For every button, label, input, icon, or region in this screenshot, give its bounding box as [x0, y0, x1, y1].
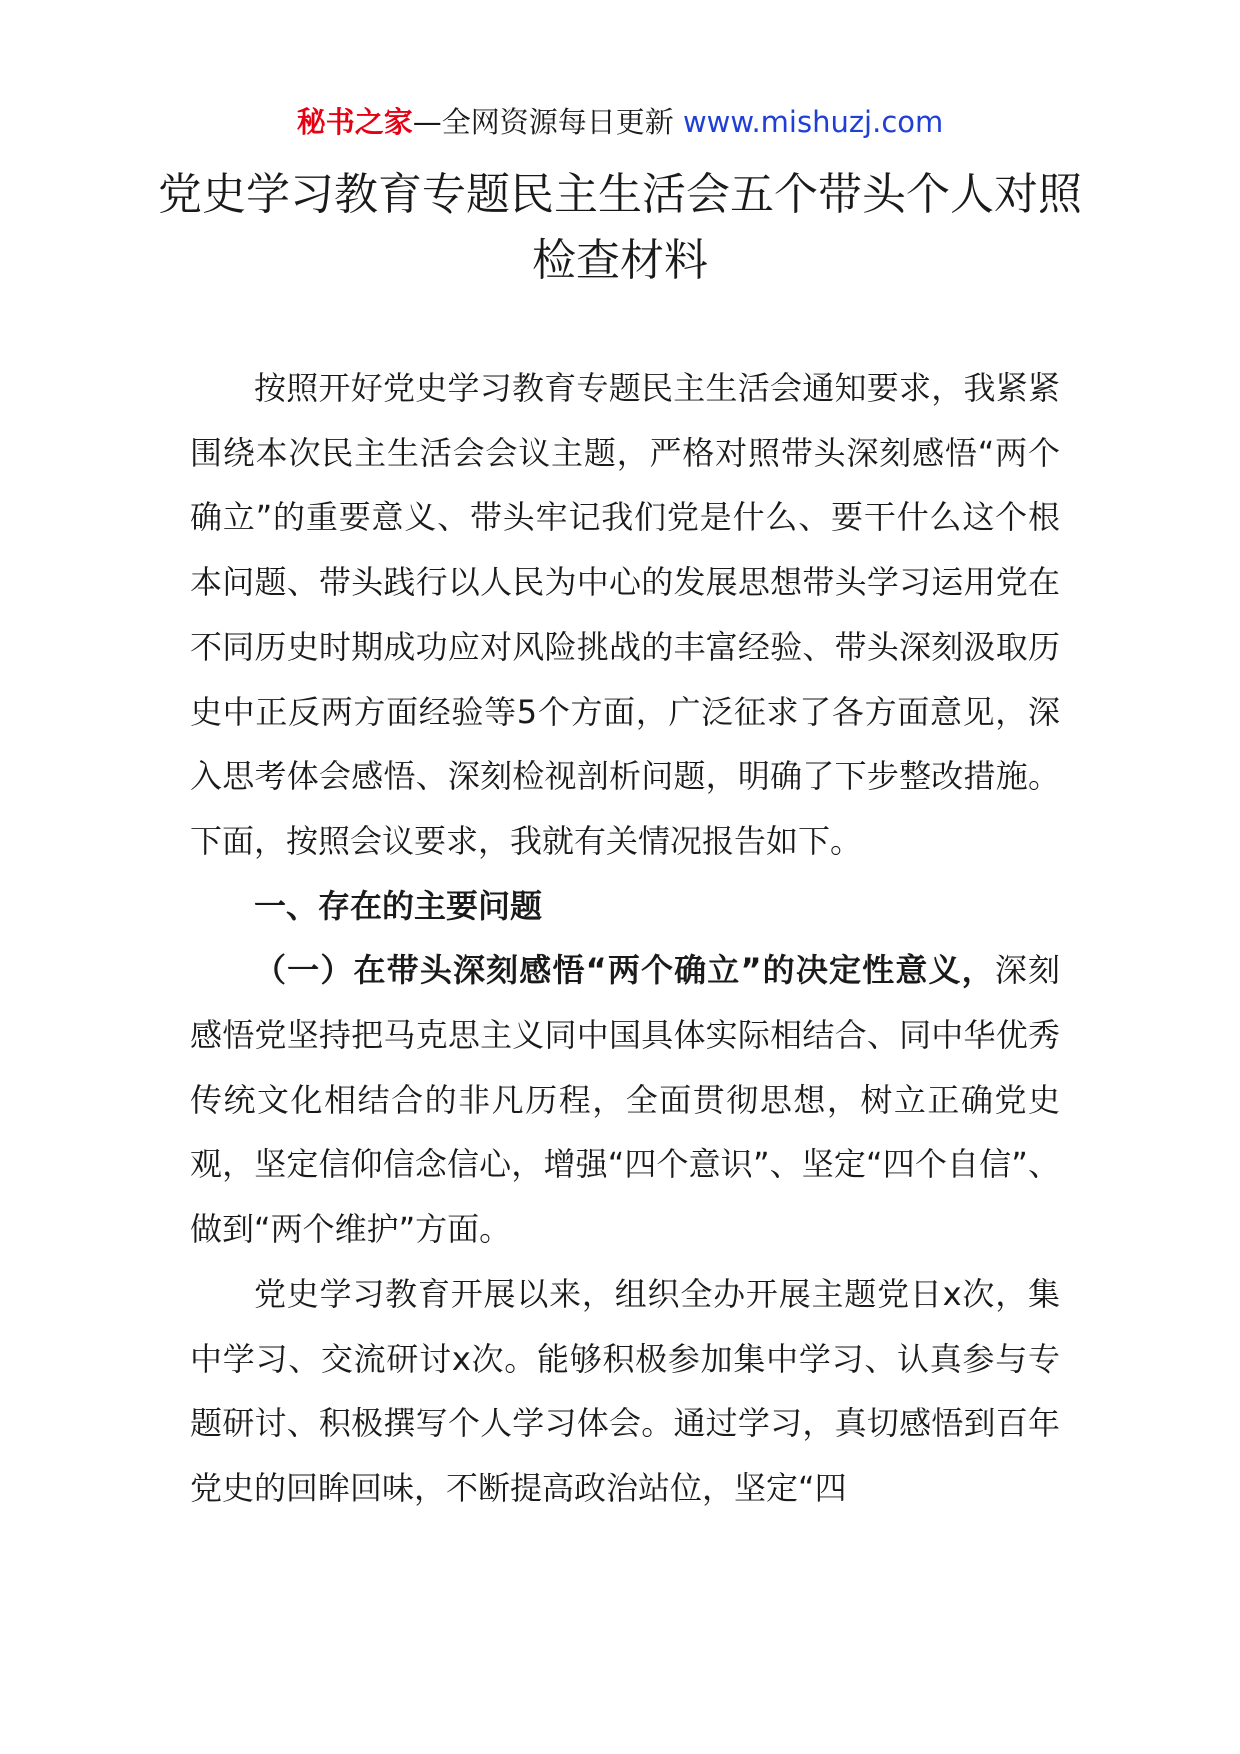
document-title: 党史学习教育专题民主生活会五个带头个人对照检查材料 [158, 169, 1082, 286]
document-body [190, 356, 1060, 1521]
subsection-paragraph [190, 938, 1060, 1262]
brand-name: 秘书之家 [296, 105, 413, 139]
header-slogan: —全网资源每日更新 [412, 105, 674, 139]
site-header [0, 100, 1240, 144]
site-url-link[interactable]: www.mishuzj.com [682, 105, 944, 139]
body-paragraph: 党史学习教育开展以来，组织全办开展主题党日x次，集中学习、交流研讨x次。能够积极参加集中学习、认真参与专题研讨、积极撰写个人学习体会。通过学习，真切感悟到百年党史的回眸回味，不断提高政治站位，坚定“四 [190, 1274, 1060, 1507]
subsection-text: 深刻感悟党坚持把马克思主义同中国具体实际相结合、同中华优秀传统文化相结合的非凡历程，全面贯彻思想，树立正确党史观，坚定信仰信念信心，增强“四个意识”、坚定“四个自信”、做到“两个维护”方面。 [190, 951, 1060, 1249]
section-heading: 一、存在的主要问题 [254, 886, 543, 925]
intro-paragraph: 按照开好党史学习教育专题民主生活会通知要求，我紧紧围绕本次民主生活会会议主题，严格对照带头深刻感悟“两个确立”的重要意义、带头牢记我们党是什么、要干什么这个根本问题、带头践行以人民为中心的发展思想带头学习运用党在不同历史时期成功应对风险挑战的丰富经验、带头深刻汲取历史中正反两方面经验等5个方面，广泛征求了各方面意见，深入思考体会感悟、深刻检视剖析问题，明确了下步整改措施。下面，按照会议要求，我就有关情况报告如下。 [190, 369, 1060, 860]
subsection-heading: （一）在带头深刻感悟“两个确立”的决定性意义， [254, 951, 995, 990]
